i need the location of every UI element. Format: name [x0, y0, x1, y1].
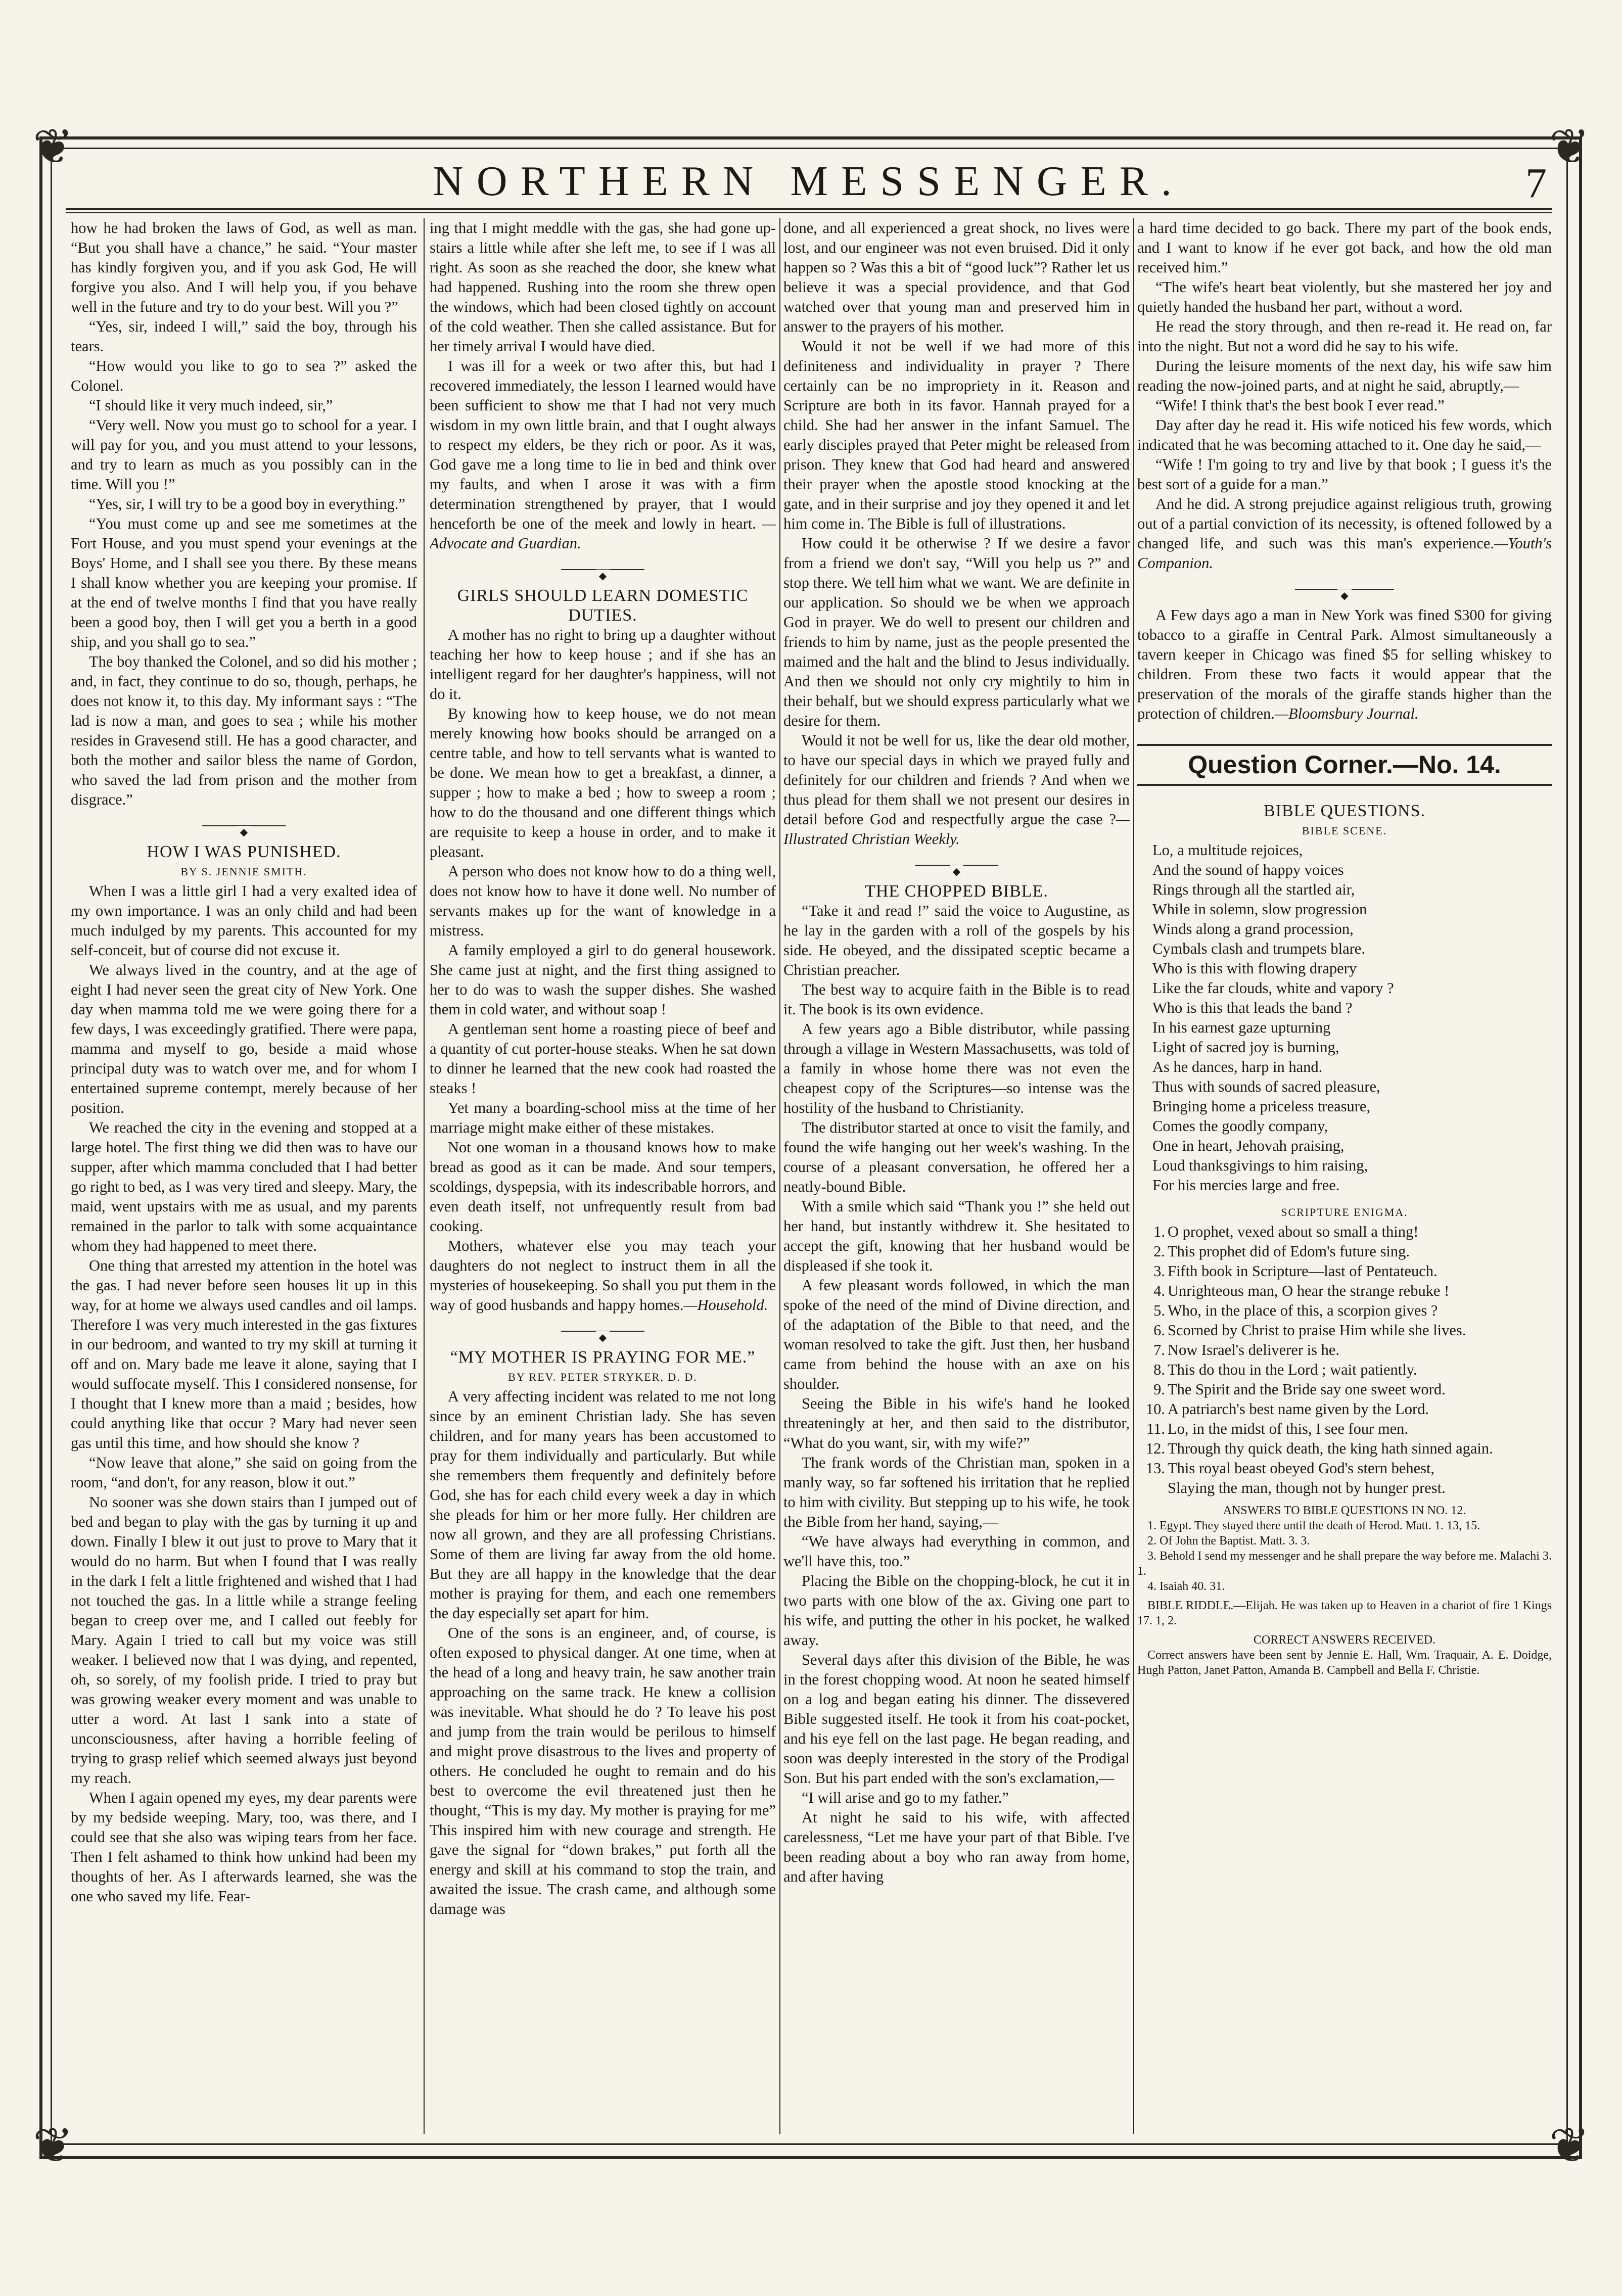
- newspaper-title: NORTHERN MESSENGER.: [433, 158, 1185, 205]
- enigma-text: O prophet, vexed about so small a thing!: [1168, 1223, 1419, 1240]
- article-heading: GIRLS SHOULD LEARN DOMESTIC DUTIES.: [457, 586, 749, 625]
- paragraph: A few years ago a Bible distributor, while passing through a village in Western Massachusetts, was told of a family in whose home there was not even the cheapest copy of the Scriptures—so intense was the hostility of the husband to Christianity.: [783, 1020, 1130, 1116]
- enigma-item: [1153, 1360, 1552, 1380]
- enigma-text: Now Israel's deliverer is he.: [1168, 1341, 1340, 1358]
- paragraph: The distributor started at once to visit the family, and found the wife hanging out her week's washing. In the course of a pleasant conversation, he offered her a neatly-bound Bible.: [783, 1119, 1130, 1195]
- paragraph-text: Would it not be well for us, like the dear old mother, to have our special days in which we prayed fully and definitely for our children and friends ? And when we thus plead for them shall we not present our desires in detail before God and respectfully argue the case ?: [783, 732, 1130, 828]
- poem-line: Rings through all the startled air,: [1152, 881, 1355, 898]
- paragraph-text: A Few days ago a man in New York was fined $300 for giving tobacco to a giraffe in Central Park. Almost simultaneously a tavern keeper in Chicago was fined $5 for selling whiskey to children. From these two facts it would appear that the preservation of the morals of the giraffe stands higher than the protection of children.: [1137, 606, 1552, 722]
- enigma-number: 7.: [1153, 1341, 1165, 1358]
- enigma-item-final: Slaying the man, though not by hunger prest.: [1168, 1479, 1446, 1496]
- answer-line: 4. Isaiah 40. 31.: [1147, 1580, 1225, 1593]
- paragraph: “I will arise and go to my father.”: [802, 1789, 1009, 1806]
- ornament-corner-icon: ❦: [1549, 118, 1590, 175]
- enigma-item: [1153, 1321, 1552, 1340]
- paragraph: How could it be otherwise ? If we desire a favor from a friend we don't say, “Will you help us ?” and stop there. We tell him what we want. We are definite in our application. So should we be when we approach God in prayer. We do well to present our children and friends to him by name, just as the people presented the maimed and the halt and the blind to Jesus individually. And then we should not only cry mightily to him in their behalf, but we should express particularly what we desire for them.: [783, 535, 1130, 729]
- paragraph: “Yes, sir, indeed I will,” said the boy, through his tears.: [71, 318, 417, 355]
- paragraph: A few pleasant words followed, in which the man spoke of the need of the mind of Divine direction, and of the adaptation of the Bible to that need, and the woman resolved to take the gift. Just then, her husband came from behind the house with an axe on his shoulder.: [783, 1277, 1130, 1392]
- correct-answers-heading: CORRECT ANSWERS RECEIVED.: [1253, 1633, 1436, 1647]
- paragraph: “We have always had everything in common, and we'll have this, too.”: [783, 1533, 1130, 1570]
- enigma-number: 1.: [1153, 1223, 1165, 1240]
- paragraph-text: Mothers, whatever else you may teach your daughters do not neglect to instruct them in all the mysteries of housekeeping. So shall you put them in the way of good husbands and happy homes.: [430, 1237, 776, 1314]
- paragraph: The boy thanked the Colonel, and so did his mother ; and, in fact, they continue to do so, though, perhaps, he does not know it, to this day. My informant says : “The lad is now a man, and goes to sea ; while his mother resides in Gravesend still. He has a good character, and both the mother and sailor bless the name of Gordon, who saved the lad from prison and the mother from disgrace.”: [71, 653, 417, 808]
- poem-line: Loud thanksgivings to him raising,: [1152, 1157, 1368, 1174]
- paragraph: [430, 356, 776, 553]
- masthead-rule: [66, 208, 1552, 210]
- enigma-number: 11.: [1146, 1420, 1165, 1437]
- enigma-item: [1153, 1242, 1552, 1261]
- column-divider: [779, 218, 780, 2134]
- paragraph: A gentleman sent home a roasting piece of beef and a quantity of cut porter-house steaks. When he sat down to dinner he learned that the new cook had roasted the steaks !: [430, 1020, 776, 1097]
- enigma-item: [1153, 1261, 1552, 1281]
- paragraph: One of the sons is an engineer, and, of course, is often exposed to physical danger. At one time, when at the head of a long and heavy train, he saw another train approaching on the same track. He knew a collision was inevitable. What should he do ? To leave his post and jump from the train would be perilous to himself and might prove disastrous to the lives and property of others. He concluded he ought to remain and do his best to overcome the evil threatened just then he thought, “This is my day. My mother is praying for me” This inspired him with new courage and strength. He gave the signal for “down brakes,” put forth all the energy and skill at his command to stop the train, and awaited the issue. The crash came, and although some damage was: [430, 1624, 776, 1917]
- paragraph: done, and all experienced a great shock, no lives were lost, and our engineer was not even bruised. Did it only happen so ? Was this a bit of “good luck”? Rather let us believe it was a special providence, and that God watched over that young man and preserved him in answer to the prayers of his mother.: [783, 219, 1130, 335]
- poem-line: Who is this that leads the band ?: [1152, 999, 1353, 1016]
- paragraph: [430, 1236, 776, 1315]
- column-3: [783, 218, 1130, 2134]
- enigma-text: Who, in the place of this, a scorpion gives ?: [1168, 1302, 1438, 1319]
- section-separator: [71, 821, 417, 831]
- enigma-item: [1153, 1340, 1552, 1360]
- poem: [1137, 840, 1552, 1195]
- scripture-enigma-heading: SCRIPTURE ENIGMA.: [1281, 1206, 1408, 1219]
- paragraph: No sooner was she down stairs than I jumped out of bed and began to play with the gas by turning it up and down. Finally I blew it out just to prove to Mary that it would do no harm. But when I found that I was really in the dark I felt a little frightened and wished that I had not touched the gas. In a little while a strange feeling began to creep over me, and I called out feebly for Mary. Again I tried to call but my voice was still weaker. I believed now that I was dying, and repented, oh, so sorely, of my foolish pride. I tried to pray but was growing weaker every moment and was unable to utter a word. At last I sank into a state of unconsciousness, after having a horrible feeling of trying to grasp relief which seemed always just beyond my reach.: [71, 1493, 417, 1787]
- column-4: [1137, 218, 1552, 2134]
- paragraph: how he had broken the laws of God, as well as man. “But you shall have a chance,” he said. “Your master has kindly forgiven you, and if you ask God, He will forgive you also. And I will help you, if you behave well in the future and try to do your best. Will you ?”: [71, 219, 417, 315]
- ornament-corner-icon: ❦: [32, 118, 74, 175]
- paragraph: Day after day he read it. His wife noticed his few words, which indicated that he was becoming attached to it. One day he said,—: [1137, 416, 1552, 453]
- poem-line: Winds along a grand procession,: [1152, 920, 1354, 938]
- paragraph: The frank words of the Christian man, spoken in a manly way, so far softened his irritation that he replied to him with civility. But stepping up to his wife, he took the Bible from her hand, saying,—: [783, 1454, 1130, 1530]
- column-1: [71, 218, 417, 2134]
- answers-block: [1137, 1503, 1552, 1678]
- enigma-text: Through thy quick death, the king hath sinned again.: [1168, 1440, 1493, 1457]
- source-credit: —Youth's Companion.: [1137, 535, 1552, 572]
- enigma-number: 3.: [1153, 1262, 1165, 1280]
- poem-line: As he dances, harp in hand.: [1152, 1058, 1323, 1075]
- bible-scene-subheading: BIBLE SCENE.: [1302, 824, 1387, 837]
- answer-line: 2. Of John the Baptist. Matt. 3. 3.: [1147, 1534, 1310, 1548]
- correct-answers-text: Correct answers have been sent by Jennie E. Hall, Wm. Traquair, A. E. Doidge, Hugh Patton, Janet Patton, Amanda B. Campbell and Bella F. Christie.: [1137, 1649, 1552, 1677]
- poem-line: Light of sacred joy is burning,: [1152, 1039, 1339, 1056]
- poem-line: While in solemn, slow progression: [1152, 901, 1367, 918]
- article-byline: BY S. JENNIE SMITH.: [180, 865, 307, 878]
- paragraph: A very affecting incident was related to me not long since by an eminent Christian lady. She has seven children, and for many years has been accustomed to pray for them individually and particularly. But while she remembers them frequently and definitely before God, she has for each child every week a day in which she pleads for him or her more fully. Her children are now all grown, and they are all professing Christians. Some of them are living far away from the old home. But they are all happy in the knowledge that the dear mother is praying for them, and each one remembers the day especially set apart for him.: [430, 1388, 776, 1622]
- poem-line: One in heart, Jehovah praising,: [1152, 1137, 1345, 1154]
- source-credit: —Bloomsbury Journal.: [1274, 705, 1419, 722]
- answer-line: 3. Behold I send my messenger and he shall prepare the way before me. Malachi 3. 1.: [1137, 1550, 1552, 1578]
- paragraph: Placing the Bible on the chopping-block, he cut it in two parts with one blow of the ax. Giving one part to his wife, and putting the other in his pocket, he walked away.: [783, 1572, 1130, 1649]
- paragraph: “Yes, sir, I will try to be a good boy in everything.”: [89, 495, 405, 512]
- article-heading: “MY MOTHER IS PRAYING FOR ME.”: [450, 1348, 756, 1367]
- paragraph: A family employed a girl to do general housework. She came just at night, and the first thing assigned to her to do was to wash the supper dishes. She washed them in cold water, and without soap !: [430, 942, 776, 1018]
- enigma-number: 4.: [1153, 1282, 1165, 1299]
- enigma-text: Fifth book in Scripture—last of Pentateuch.: [1168, 1262, 1438, 1280]
- poem-line: Thus with sounds of sacred pleasure,: [1152, 1078, 1380, 1095]
- source-credit: —Illustrated Christian Weekly.: [783, 811, 1130, 848]
- paragraph: “The wife's heart beat violently, but she mastered her joy and quietly handed the husband her part, without a word.: [1137, 278, 1552, 315]
- paragraph: The best way to acquire faith in the Bible is to read it. The book is its own evidence.: [783, 981, 1130, 1018]
- paragraph: “Wife ! I'm going to try and live by that book ; I guess it's the best sort of a guide for a man.”: [1137, 456, 1552, 493]
- paragraph-text: And he did. A strong prejudice against religious truth, growing out of a partial conviction of its necessity, is oftened followed by a changed life, and such was this man's experience.: [1137, 495, 1552, 552]
- page-number: 7: [1525, 160, 1547, 207]
- enigma-number: 13.: [1145, 1460, 1165, 1477]
- paragraph: [1137, 605, 1552, 724]
- section-separator: [430, 1326, 776, 1336]
- section-separator: [430, 565, 776, 575]
- enigma-text: This do thou in the Lord ; wait patiently.: [1168, 1361, 1417, 1378]
- source-credit: —Advocate and Guardian.: [430, 515, 776, 552]
- section-separator: [1137, 584, 1552, 594]
- enigma-number: 9.: [1153, 1381, 1165, 1398]
- poem-line: Comes the goodly company,: [1152, 1117, 1328, 1135]
- paragraph: a hard time decided to go back. There my part of the book ends, and I want to know if he ever got back, and how the old man received him.”: [1137, 219, 1552, 276]
- enigma-item: [1153, 1380, 1552, 1399]
- enigma-item: [1153, 1222, 1552, 1242]
- paragraph: We reached the city in the evening and stopped at a large hotel. The first thing we did then was to have our supper, after which mamma concluded that I had better go right to bed, as I was very tired and sleepy. Mary, the maid, went upstairs with me as usual, and my parents remained in the parlor to talk with some acquaintance whom they had happened to meet there.: [71, 1119, 417, 1254]
- poem-line: Lo, a multitude rejoices,: [1152, 841, 1303, 859]
- paragraph: [1137, 494, 1552, 573]
- enigma-number: 2.: [1153, 1243, 1165, 1260]
- poem-line: For his mercies large and free.: [1152, 1177, 1340, 1194]
- poem-line: In his earnest gaze upturning: [1152, 1019, 1331, 1036]
- enigma-number: 12.: [1145, 1440, 1165, 1457]
- article-heading: THE CHOPPED BIBLE.: [865, 882, 1048, 901]
- enigma-item: [1146, 1419, 1552, 1439]
- enigma-text: The Spirit and the Bride say one sweet word.: [1168, 1381, 1446, 1398]
- paragraph: A mother has no right to bring up a daughter without teaching her how to keep house ; and if she has an intelligent regard for her daughter's happiness, will not do it.: [430, 626, 776, 702]
- article-byline: BY REV. PETER STRYKER, D. D.: [508, 1371, 698, 1383]
- paragraph: “Now leave that alone,” she said on going from the room, “and don't, for any reason, blow it out.”: [71, 1454, 417, 1491]
- poem-line: Cymbals clash and trumpets blare.: [1152, 940, 1365, 957]
- paragraph: With a smile which said “Thank you !” she held out her hand, but instantly withdrew it. She hesitated to accept the gift, knowing that her husband would be displeased if she took it.: [783, 1198, 1130, 1274]
- enigma-text: Lo, in the midst of this, I see four men.: [1168, 1420, 1409, 1437]
- enigma-number: 8.: [1153, 1361, 1165, 1378]
- question-corner-title: Question Corner.—No. 14.: [1137, 744, 1552, 786]
- masthead: [66, 152, 1552, 207]
- poem-line: Who is this with flowing drapery: [1152, 960, 1357, 977]
- source-credit: —Household.: [683, 1296, 768, 1314]
- paragraph: At night he said to his wife, with affected carelessness, “Let me have your part of that Bible. I've been reading about a boy who ran away from home, and after having: [783, 1809, 1130, 1885]
- enigma-text: Scorned by Christ to praise Him while she lives.: [1168, 1322, 1466, 1339]
- enigma-item: [1153, 1301, 1552, 1321]
- enigma-list: [1137, 1222, 1552, 1498]
- masthead-rule: [66, 212, 1552, 213]
- paragraph: “I should like it very much indeed, sir,”: [89, 397, 333, 414]
- ornament-corner-icon: ❦: [1549, 2117, 1590, 2174]
- paragraph: Not one woman in a thousand knows how to make bread as good as it can be made. And sour tempers, scoldings, dyspepsia, with its indescribable horrors, and even death itself, not unfrequently result from bad cooking.: [430, 1139, 776, 1235]
- paragraph: One thing that arrested my attention in the hotel was the gas. I had never before seen houses lit up in this way, for at home we always used candles and oil lamps. Therefore I was very much interested in the gas fixtures in our bedroom, and wanted to try my skill at turning it off and on. Mary bade me leave it alone, saying that I would suffocate myself. This I considered nonsense, for I thought that I knew more than a maid ; besides, how could anything like that occur ? Mary had never seen gas until this time, and how should she know ?: [71, 1257, 417, 1451]
- enigma-item: [1153, 1281, 1552, 1301]
- paragraph: During the leisure moments of the next day, his wife saw him reading the now-joined parts, and at night he said, abruptly,—: [1137, 357, 1552, 394]
- enigma-item: [1145, 1459, 1552, 1478]
- poem-line: Like the far clouds, white and vapory ?: [1152, 979, 1394, 997]
- paragraph: ing that I might meddle with the gas, she had gone up-stairs a little while after she left me, to see if I was all right. As soon as she reached the door, she knew what had happened. Rushing into the room she threw open the windows, which had been closed tightly on account of the cold weather. Then she called assistance. But for her timely arrival I would have died.: [430, 219, 776, 355]
- bible-riddle-answer: BIBLE RIDDLE.—Elijah. He was taken up to Heaven in a chariot of fire 1 Kings 17. 1, 2.: [1137, 1599, 1552, 1627]
- paragraph: By knowing how to keep house, we do not mean merely knowing how books should be arranged on a centre table, and how to tell servants what is wanted to be done. We mean how to get a breakfast, a dinner, a supper ; how to make a bed ; how to sweep a room ; how to do the thousand and one different things which are requisite to keep a house in order, and to make it pleasant.: [430, 705, 776, 860]
- paragraph: A person who does not know how to do a thing well, does not know how to have it done well. No number of servants makes up for the want of knowledge in a mistress.: [430, 863, 776, 939]
- paragraph-text: I was ill for a week or two after this, but had I recovered immediately, the lesson I learned would have been sufficient to show me that I had not very much wisdom in my own little brain, and that I ought always to respect my elders, be they rich or poor. As it was, God gave me a long time to lie in bed and think over my faults, and when I arose it was with a firm determination strengthened by prayer, that I would henceforth be one of the meek and lowly in heart.: [430, 357, 776, 532]
- bible-questions-heading: BIBLE QUESTIONS.: [1263, 802, 1426, 820]
- paragraph: We always lived in the country, and at the age of eight I had never seen the great city of New York. One day when mamma told me we were going there for a few days, I was exceedingly gratified. There were papa, mamma and myself to go, beside a maid whose principal duty was to watch over me, and for whom I entertained supreme contempt, merely because of her position.: [71, 961, 417, 1116]
- paragraph: When I again opened my eyes, my dear parents were by my bedside weeping. Mary, too, was there, and I could see that she also was wiping tears from her face. Then I felt ashamed to think how unkind had been my thoughts of her. As I afterwards learned, she was the one who saved my life. Fear-: [71, 1789, 417, 1905]
- paragraph: “You must come up and see me sometimes at the Fort House, and you must spend your evenings at the Boys' Home, and I shall see you there. By these means I shall know whether you are keeping your promise. If at the end of twelve months I find that you have really been a good boy, then I will get you a berth in a good ship, and you shall go to sea.”: [71, 515, 417, 650]
- paragraph: “Very well. Now you must go to school for a year. I will pay for you, and you must attend to your lessons, and try to learn as much as you possibly can in the time. Will you !”: [71, 416, 417, 493]
- paragraph: He read the story through, and then re-read it. He read on, far into the night. But not a word did he say to his wife.: [1137, 318, 1552, 355]
- enigma-text: A patriarch's best name given by the Lord.: [1168, 1400, 1429, 1418]
- answers-heading: ANSWERS TO BIBLE QUESTIONS IN NO. 12.: [1223, 1504, 1466, 1517]
- paragraph: “Take it and read !” said the voice to Augustine, as he lay in the garden with a roll of the gospels by his side. He obeyed, and the dissipated sceptic became a Christian preacher.: [783, 902, 1130, 978]
- paragraph: Yet many a boarding-school miss at the time of her marriage might make either of these mistakes.: [430, 1099, 776, 1136]
- column-divider: [424, 218, 425, 2134]
- column-2: [430, 218, 776, 2134]
- enigma-item: [1145, 1439, 1552, 1459]
- article-heading: HOW I WAS PUNISHED.: [147, 842, 341, 861]
- paragraph: Seeing the Bible in his wife's hand he looked threateningly at her, and then said to the distributor, “What do you want, sir, with my wife?”: [783, 1395, 1130, 1451]
- enigma-text: This royal beast obeyed God's stern behest,: [1168, 1460, 1435, 1477]
- enigma-number: 6.: [1153, 1322, 1165, 1339]
- poem-line: Bringing home a priceless treasure,: [1152, 1098, 1371, 1115]
- paragraph: Several days after this division of the Bible, he was in the forest chopping wood. At noon he seated himself on a log and began eating his dinner. The dissevered Bible suggested itself. He took it from his coat-pocket, and his eye fell on the last page. He began reading, and soon was deeply interested in the story of the Prodigal Son. But his part ended with the son's exclamation,—: [783, 1651, 1130, 1787]
- section-separator: [783, 860, 1130, 870]
- paragraph: Would it not be well if we had more of this definiteness and individuality in prayer ? There certainly can be no impropriety in it. Reason and Scripture are both in its favor. Hannah prayed for a child. She had her answer in the infant Samuel. The early disciples prayed that Peter might be released from prison. They knew that God had heard and answered their prayer when the apostle stood knocking at the gate, and in their surprise and joy they opened it and let him come in. The Bible is full of illustrations.: [783, 338, 1130, 532]
- enigma-number: 10.: [1145, 1400, 1165, 1418]
- paragraph: [783, 731, 1130, 849]
- enigma-text: Unrighteous man, O hear the strange rebuke !: [1168, 1282, 1450, 1299]
- paragraph: “How would you like to go to sea ?” asked the Colonel.: [71, 357, 417, 394]
- ornament-corner-icon: ❦: [32, 2117, 74, 2174]
- column-divider: [1133, 218, 1134, 2134]
- paragraph: When I was a little girl I had a very exalted idea of my own importance. I was an only child and had been much indulged by my parents. This accounted for my self-conceit, but of course did not excuse it.: [71, 882, 417, 959]
- enigma-item: [1145, 1399, 1552, 1419]
- enigma-text: This prophet did of Edom's future sing.: [1168, 1243, 1410, 1260]
- paragraph: “Wife! I think that's the best book I ever read.”: [1155, 397, 1445, 414]
- answer-line: 1. Egypt. They stayed there until the death of Herod. Matt. 1. 13, 15.: [1147, 1519, 1480, 1532]
- poem-line: And the sound of happy voices: [1152, 861, 1344, 878]
- enigma-number: 5.: [1153, 1302, 1165, 1319]
